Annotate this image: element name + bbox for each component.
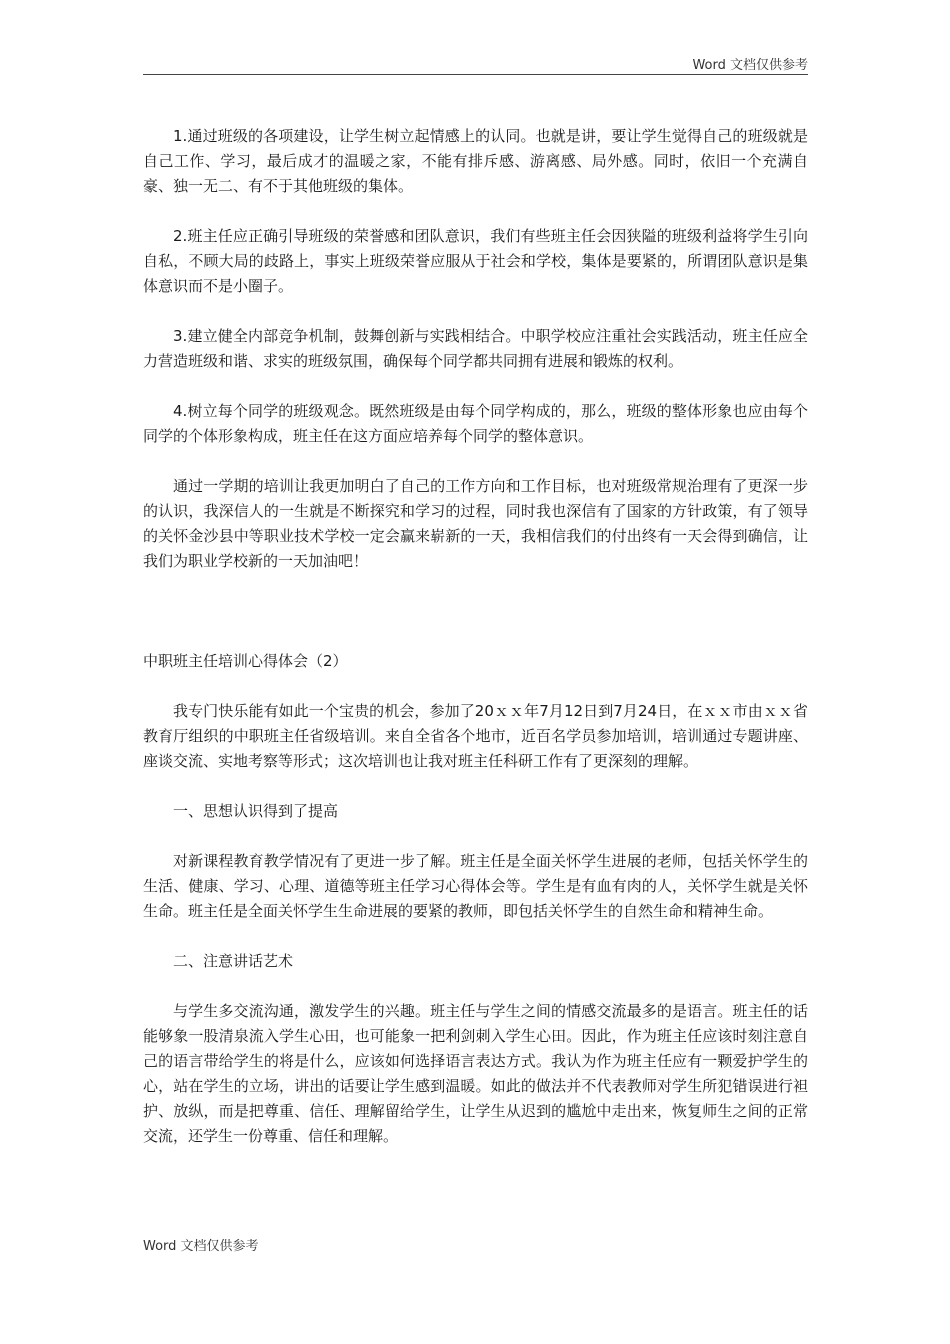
intro-paragraph: 我专门快乐能有如此一个宝贵的机会，参加了20ｘｘ年7月12日到7月24日，在ｘｘ市由ｘｘ省教育厅组织的中职班主任省级培训。来自全省各个地市，近百名学员参加培训，培训通过专题讲座、座谈交流、实地考察等形式；这次培训也让我对班主任科研工作有了更深刻的理解。	[143, 702, 808, 770]
header-rule	[143, 74, 808, 75]
section-body-2: 与学生多交流沟通，激发学生的兴趣。班主任与学生之间的情感交流最多的是语言。班主任的话能够象一股清泉流入学生心田，也可能象一把利剑刺入学生心田。因此，作为班主任应该时刻注意自己的语言带给学生的将是什么，应该如何选择语言表达方式。我认为作为班主任应有一颗爱护学生的心，站在学生的立场，讲出的话要让学生感到温暖。如此的做法并不代表教师对学生所犯错误进行袒护、放纵，而是把尊重、信任、理解留给学生，让学生从迟到的尴尬中走出来，恢复师生之间的正常交流，还学生一份尊重、信任和理解。	[143, 1002, 808, 1145]
document-body	[143, 124, 808, 1174]
article-title: 中职班主任培训心得体会（2）	[143, 652, 348, 670]
section-heading-2: 二、注意讲话艺术	[173, 952, 294, 970]
numbered-paragraph-1: 1.通过班级的各项建设，让学生树立起情感上的认同。也就是讲，要让学生觉得自己的班级就是自己工作、学习，最后成才的温暖之家，不能有排斥感、游离感、局外感。同时，依旧一个充满自豪、独一无二、有不于其他班级的集体。	[143, 127, 808, 195]
section-body-1: 对新课程教育教学情况有了更进一步了解。班主任是全面关怀学生进展的老师，包括关怀学生的生活、健康、学习、心理、道德等班主任学习心得体会等。学生是有血有肉的人，关怀学生就是关怀生命。班主任是全面关怀学生生命进展的要紧的教师，即包括关怀学生的自然生命和精神生命。	[143, 852, 808, 920]
numbered-paragraph-2: 2.班主任应正确引导班级的荣誉感和团队意识，我们有些班主任会因狭隘的班级利益将学生引向自私，不顾大局的歧路上，事实上班级荣誉应服从于社会和学校，集体是要紧的，所谓团队意识是集体意识而不是小圈子。	[143, 227, 808, 295]
conclusion-paragraph: 通过一学期的培训让我更加明白了自己的工作方向和工作目标，也对班级常规治理有了更深一步的认识，我深信人的一生就是不断探究和学习的过程，同时我也深信有了国家的方针政策，有了领导的关怀金沙县中等职业技术学校一定会赢来崭新的一天，我相信我们的付出终有一天会得到确信，让我们为职业学校新的一天加油吧！	[143, 477, 808, 570]
numbered-paragraph-3: 3.建立健全内部竞争机制，鼓舞创新与实践相结合。中职学校应注重社会实践活动，班主任应全力营造班级和谐、求实的班级氛围，确保每个同学都共同拥有进展和锻炼的权利。	[143, 327, 808, 370]
section-heading-1: 一、思想认识得到了提高	[173, 802, 339, 820]
page-footer: Word 文档仅供参考	[143, 1239, 259, 1254]
page-header: Word 文档仅供参考	[692, 58, 808, 73]
numbered-paragraph-4: 4.树立每个同学的班级观念。既然班级是由每个同学构成的，那么，班级的整体形象也应由每个同学的个体形象构成，班主任在这方面应培养每个同学的整体意识。	[143, 402, 808, 445]
